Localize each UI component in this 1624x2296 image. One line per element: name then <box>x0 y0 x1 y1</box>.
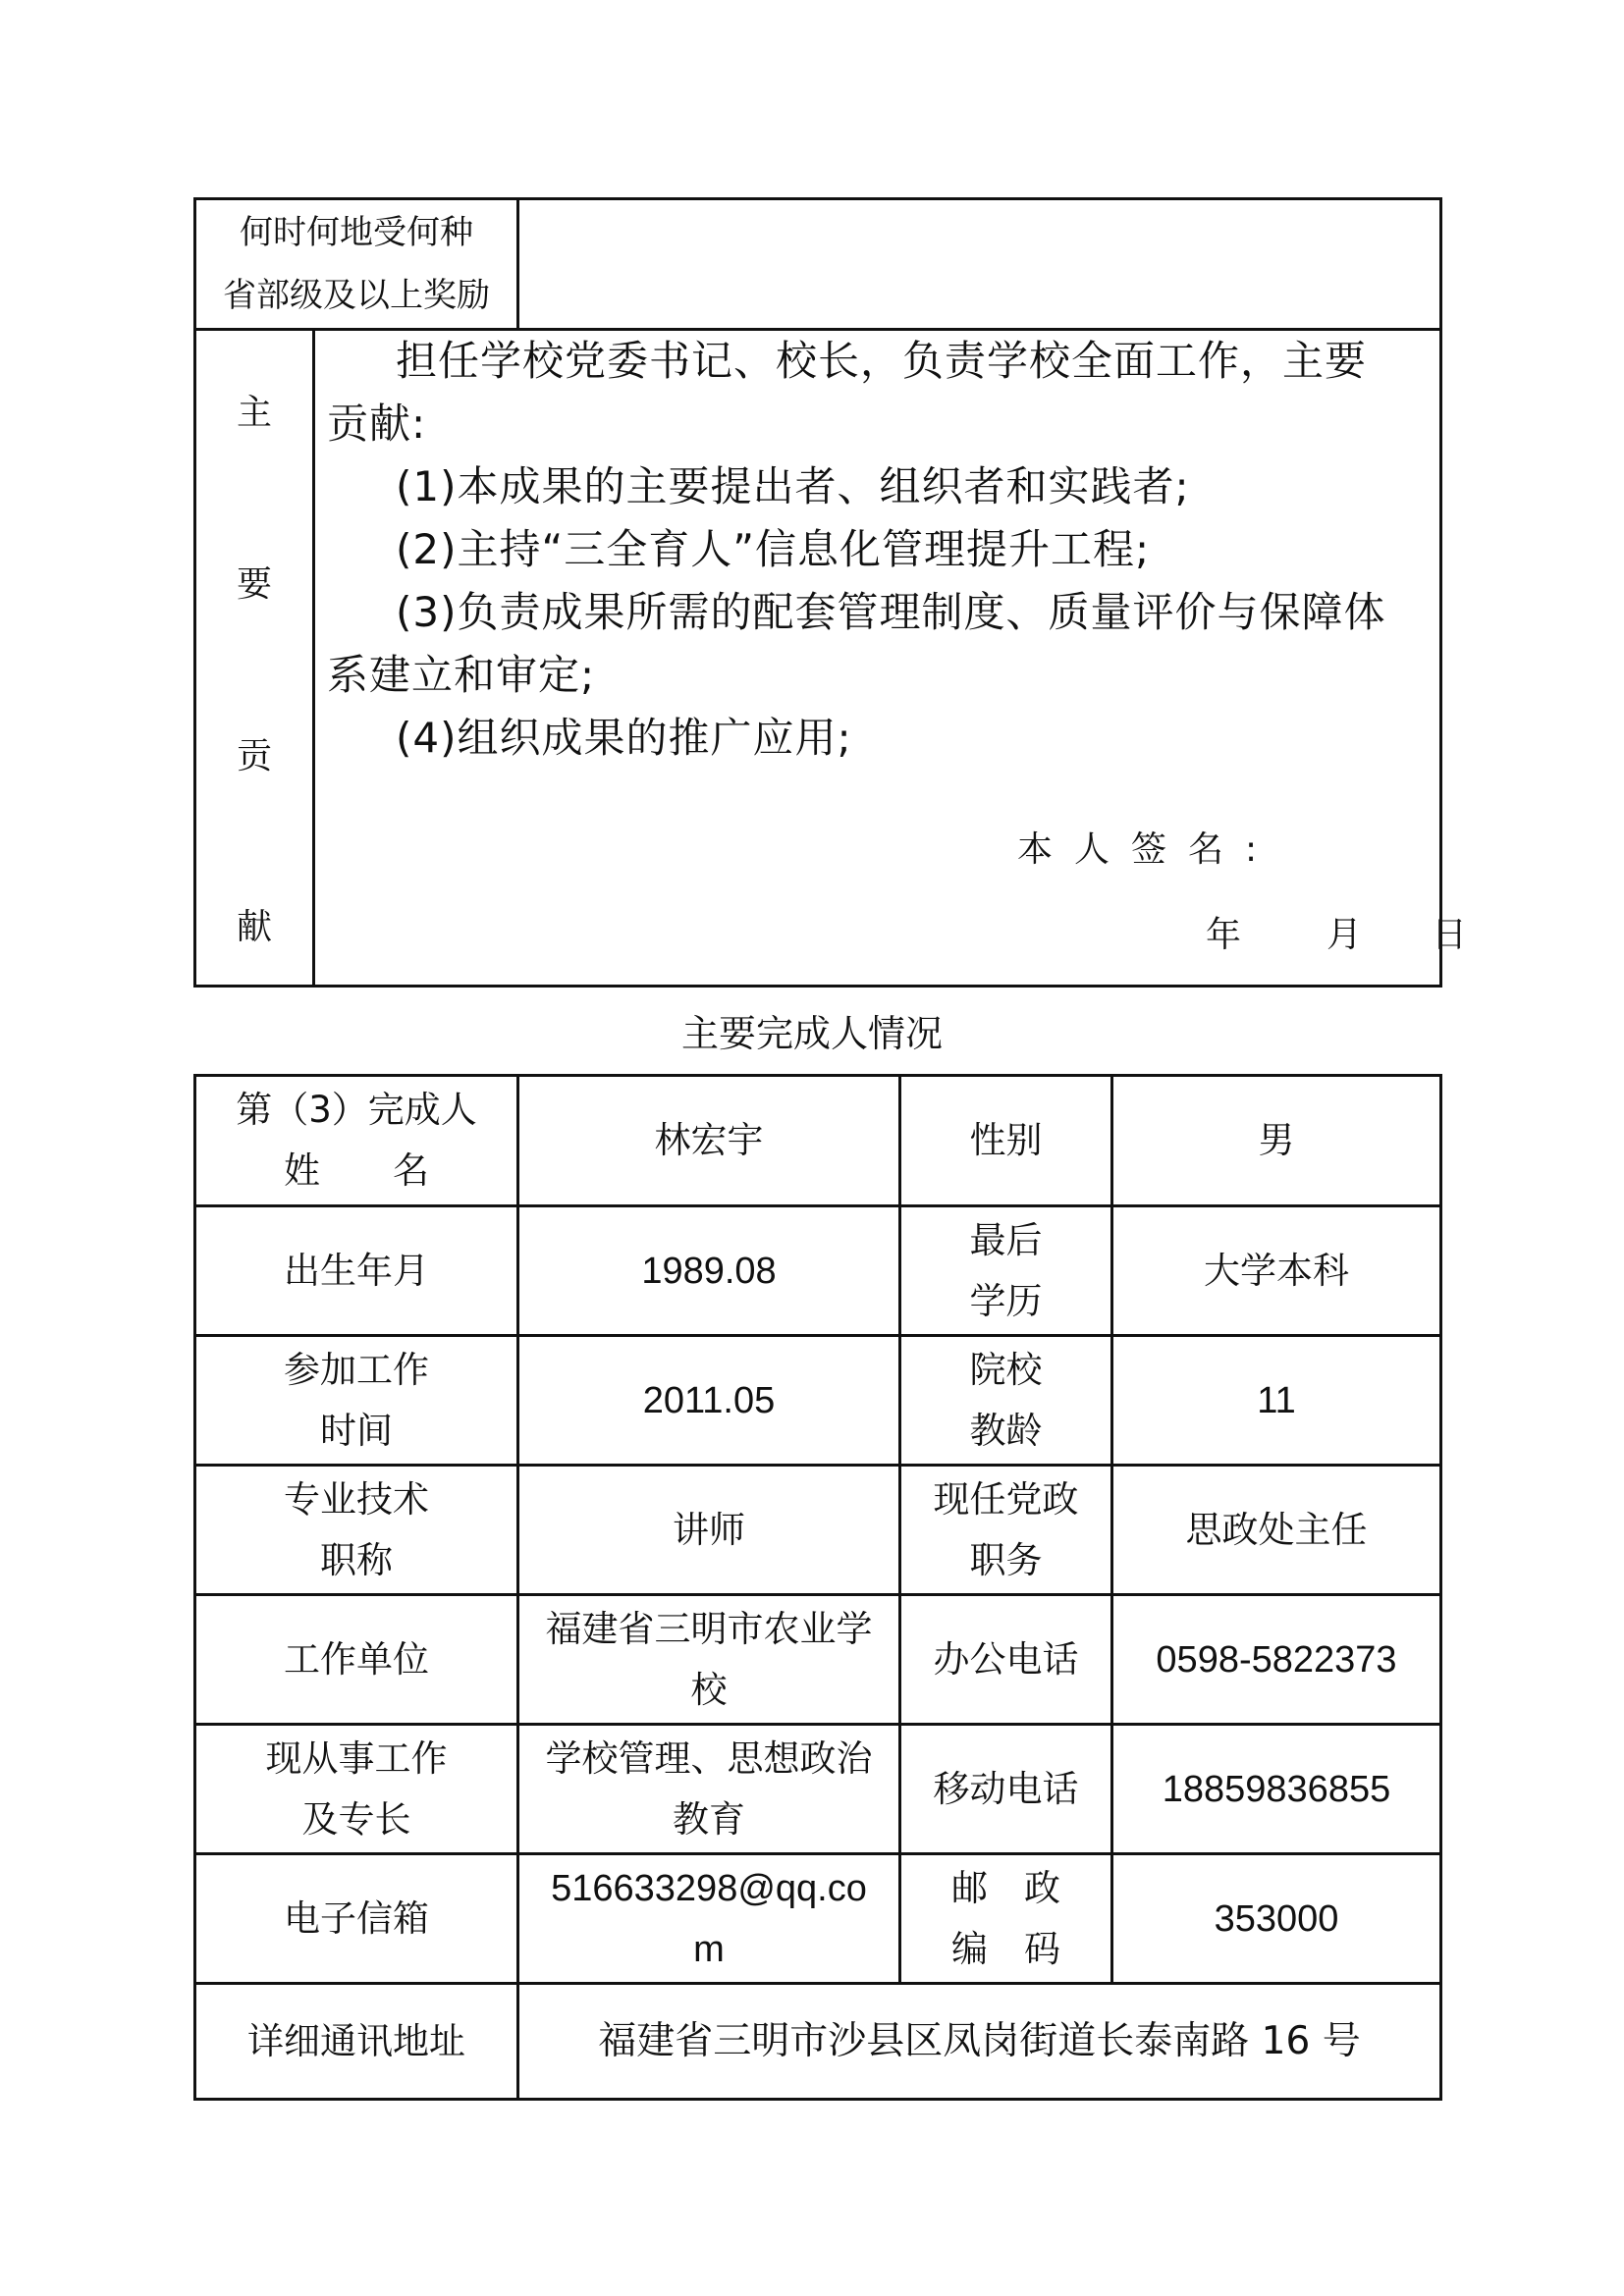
employer-value-line2: 校 <box>690 1668 728 1711</box>
teaching-years-label-line2: 教龄 <box>969 1409 1043 1452</box>
awards-label-line2: 省部级及以上奖励 <box>223 276 490 315</box>
rank-label: 第（3）完成人 <box>236 1089 477 1131</box>
awards-row <box>196 200 1439 331</box>
contribution-label-char-1: 主 <box>236 393 272 433</box>
address-value: 福建省三明市沙县区凤岗街道长泰南路 16 号 <box>598 2018 1361 2063</box>
specialty-label-line1: 现从事工作 <box>265 1736 448 1780</box>
specialty-value-line1: 学校管理、思想政治 <box>545 1736 873 1780</box>
education-value: 大学本科 <box>1204 1249 1349 1292</box>
contribution-label-char-4: 献 <box>236 907 272 947</box>
specialty-value <box>519 1726 901 1852</box>
education-label-line2: 学历 <box>969 1279 1043 1322</box>
email-label: 电子信箱 <box>196 1855 519 1982</box>
contribution-item-2: (2)主持“三全育人”信息化管理提升工程; <box>396 525 1151 573</box>
table-row <box>196 1596 1439 1726</box>
postcode-label <box>901 1855 1113 1982</box>
work-start-label <box>196 1337 519 1464</box>
specialty-value-line2: 教育 <box>673 1797 745 1841</box>
employer-value-line1: 福建省三明市农业学 <box>545 1607 873 1650</box>
education-label <box>901 1207 1113 1334</box>
contribution-table <box>193 197 1468 988</box>
awards-value <box>520 200 1439 328</box>
teaching-years-value: 11 <box>1257 1379 1296 1421</box>
birth-label: 出生年月 <box>196 1207 519 1334</box>
person-info-table <box>193 1074 1442 2101</box>
teaching-years-label <box>901 1337 1113 1464</box>
contribution-item-3-line1: (3)负责成果所需的配套管理制度、质量评价与保障体 <box>396 588 1386 636</box>
rank-name-label <box>196 1077 519 1204</box>
section-title: 主要完成人情况 <box>680 1012 943 1055</box>
position-label <box>901 1467 1113 1593</box>
gender-value: 男 <box>1258 1119 1295 1161</box>
title-label-line1: 专业技术 <box>284 1477 429 1521</box>
teaching-years-label-line1: 院校 <box>969 1348 1043 1391</box>
specialty-label <box>196 1726 519 1852</box>
work-start-label-line2: 时间 <box>320 1409 393 1452</box>
position-label-line1: 现任党政 <box>933 1477 1079 1521</box>
gender-label: 性别 <box>901 1077 1113 1204</box>
employer-label: 工作单位 <box>196 1596 519 1723</box>
email-value <box>519 1855 901 1982</box>
date-month: 月 <box>1326 915 1363 955</box>
table-row <box>196 1337 1439 1467</box>
contribution-item-1: (1)本成果的主要提出者、组织者和实践者; <box>396 462 1190 510</box>
date-year: 年 <box>1206 915 1242 955</box>
birth-value: 1989.08 <box>519 1207 901 1334</box>
address-label: 详细通讯地址 <box>196 1985 519 2098</box>
title-label <box>196 1467 519 1593</box>
table-row <box>196 1207 1439 1337</box>
contribution-body <box>315 328 1468 985</box>
specialty-label-line2: 及专长 <box>301 1797 411 1841</box>
date-day: 日 <box>1432 915 1468 955</box>
work-start-label-line1: 参加工作 <box>284 1348 429 1391</box>
table-row <box>196 1985 1439 2098</box>
title-value: 讲师 <box>519 1467 901 1593</box>
mobile-label: 移动电话 <box>901 1726 1113 1852</box>
awards-label-line1: 何时何地受何种 <box>240 213 473 252</box>
contribution-item-4: (4)组织成果的推广应用; <box>396 714 852 762</box>
office-phone-label: 办公电话 <box>901 1596 1113 1723</box>
employer-value <box>519 1596 901 1723</box>
postcode-value: 353000 <box>1214 1897 1339 1940</box>
table-row <box>196 1467 1439 1596</box>
table-row <box>196 1077 1439 1207</box>
postcode-label-line2: 编 码 <box>951 1927 1060 1970</box>
contribution-line-2: 贡献: <box>327 400 427 448</box>
office-phone-value: 0598-5822373 <box>1156 1638 1397 1681</box>
awards-label <box>196 200 519 328</box>
contribution-line-1: 担任学校党委书记、校长，负责学校全面工作，主要 <box>396 337 1368 385</box>
postcode-label-line1: 邮 政 <box>951 1866 1060 1909</box>
position-value: 思政处主任 <box>1185 1508 1368 1551</box>
mobile-value: 18859836855 <box>1162 1768 1391 1810</box>
name-label: 姓 名 <box>284 1149 429 1192</box>
contribution-item-3-line2: 系建立和审定; <box>327 651 596 699</box>
email-value-line1: 516633298@qq.co <box>551 1867 867 1909</box>
title-label-line2: 职称 <box>320 1538 393 1581</box>
signature-label: 本人签名: <box>1017 829 1279 870</box>
position-label-line2: 职务 <box>969 1538 1043 1581</box>
contribution-label-char-3: 贡 <box>236 736 272 776</box>
table-row <box>196 1726 1439 1855</box>
work-start-value: 2011.05 <box>519 1337 901 1464</box>
table-row <box>196 1855 1439 1985</box>
contribution-label-char-2: 要 <box>236 564 272 605</box>
education-label-line1: 最后 <box>969 1218 1043 1261</box>
contribution-label <box>196 328 315 985</box>
name-value: 林宏宇 <box>519 1077 901 1204</box>
email-value-line2: m <box>693 1928 725 1970</box>
